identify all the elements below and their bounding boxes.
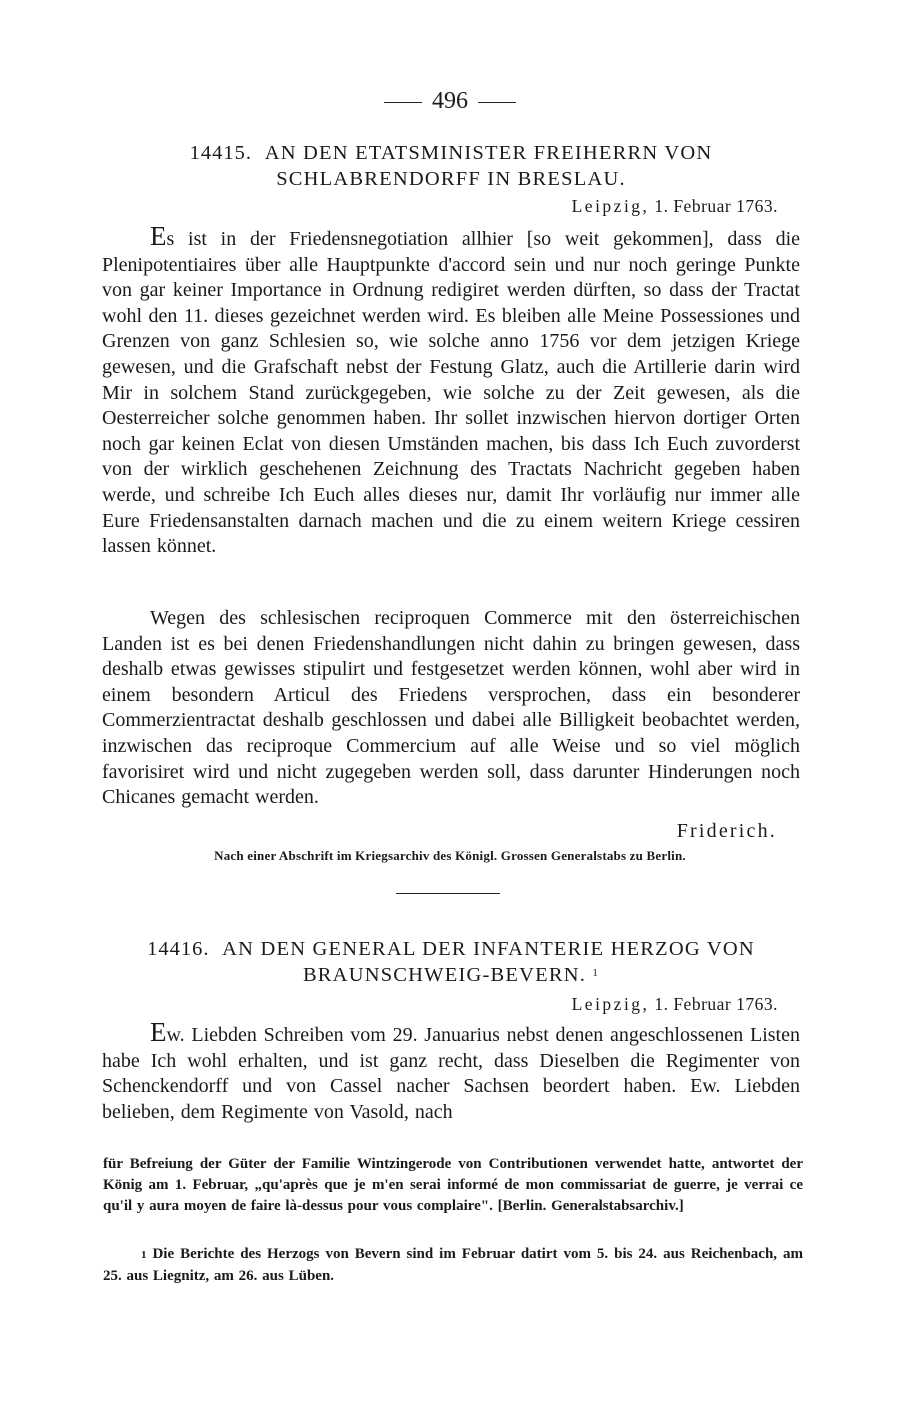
dash-right	[478, 102, 516, 103]
letter-2-dateline	[572, 994, 778, 1015]
letter-2-number: 14416.	[147, 938, 210, 960]
footnote-1-text: Die Berichte des Herzogs von Bevern sind im Februar datirt vom 5. bis 24. aus Reichenbach, am 25. aus Liegnitz, am 26. aus Lüben.	[103, 1246, 803, 1284]
letter-1-paragraph-2-text: Wegen des schlesischen reciproquen Commerce mit den österreichischen Landen ist es bei denen Friedenshandlungen nicht dahin zu bringen gewesen, dass deshalb etwas gewisses stipulirt und festgesetzet werden können, wohl aber wird in einem besondern Articul des Friedens versprochen, dass ein besonderer Commerzientractat deshalb geschlossen und dabei alle Billigkeit beobachtet werden, inzwischen das reciproque Commercium auf alle Weise und so viel möglich favorisiret wird und nicht zugegeben werden soll, dass darunter Hinderungen noch Chicanes gemacht werden.	[102, 607, 800, 809]
letter-1-dateline	[572, 196, 778, 217]
footnote-continued-text: für Befreiung der Güter der Familie Wintzingerode von Contributionen verwendet hatte, antwortet der König am 1. Februar, „qu'après que je m'en serai informé de mon commissariat de guerre, je verrai ce qu'il y aura moyen de faire là-dessus pour vous complaire". [Berlin. Generalstabsarchiv.]	[103, 1156, 803, 1214]
letter-1-paragraph-1	[102, 221, 800, 560]
page-number	[0, 88, 900, 115]
letter-1-initial: E	[150, 221, 167, 251]
letter-1-paragraph-2	[102, 606, 800, 811]
letter-2-title-line-2	[100, 962, 802, 988]
section-separator	[396, 893, 500, 894]
letter-1-source-note: Nach einer Abschrift im Kriegsarchiv des Königl. Grossen Generalstabs zu Berlin.	[214, 848, 686, 863]
dash-left	[384, 102, 422, 103]
letter-2-heading	[100, 936, 802, 988]
letter-1-title-line-1	[100, 140, 802, 166]
footnote-1-mark: 1	[141, 1249, 147, 1261]
letter-1-number: 14415.	[189, 142, 253, 164]
letter-2-title-line-1	[100, 936, 802, 962]
letter-1-signature: Friderich.	[676, 820, 777, 842]
letter-2-title-1: AN DEN GENERAL DER INFANTERIE HERZOG VON	[222, 938, 755, 960]
footnote-reference-1: 1	[592, 967, 600, 979]
letter-1-paragraph-1-text: s ist in der Friedensnegotiation allhier [so weit gekommen], dass die Plenipotentiaires über alle Hauptpunkte d'accord sein und nur noch geringe Punkte von gar keiner Importance in Ordnung redigiret werden dürften, so dass der Tractat wohl den 11. dieses gezeichnet werden wird. Es bleiben alle Meine Possessiones und Grenzen von ganz Schlesien so, wie solche anno 1756 vor dem jetzigen Kriege gewesen, und die Grafschaft nebst der Festung Glatz, auch die Artillerie darin wird Mir in solchem Stand zurückgegeben, wie solche zu der Zeit gewesen, als die Oesterreicher solche genommen haben. Ihr sollet inzwischen hiervon dortiger Orten noch gar keinen Eclat von diesen Umständen machen, bis dass Ich Euch zuvorderst von der wirklich geschehenen Zeichnung des Tractats Nachricht gegeben haben werde, und schreibe Ich Euch alles dieses nur, damit Ihr vorläufig nur immer alle Eure Friedensanstalten darnach machen und die zu einem weitern Kriege cessiren lassen könnet.	[102, 228, 800, 558]
footnote-1	[103, 1244, 803, 1287]
letter-1-date: 1. Februar 1763.	[654, 196, 778, 216]
page-number-text: 496	[432, 88, 468, 114]
letter-2-paragraph-1	[102, 1017, 800, 1125]
letter-1-title-1: AN DEN ETATSMINISTER FREIHERRN VON	[264, 142, 713, 164]
footnote-continued	[103, 1154, 803, 1217]
letter-2-paragraph-1-text: w. Liebden Schreiben vom 29. Januarius nebst denen angeschlossenen Listen habe Ich wohl erhalten, und ist ganz recht, dass Dieselben die Regimenter von Schenckendorff und von Cassel nacher Sachsen beordert haben. Ew. Liebden belieben, dem Regimente von Vasold, nach	[102, 1024, 800, 1123]
letter-2-date: 1. Februar 1763.	[654, 994, 778, 1014]
letter-1-title-line-2: SCHLABRENDORFF IN BRESLAU.	[276, 168, 626, 190]
letter-2-title-2: BRAUNSCHWEIG-BEVERN.	[302, 964, 587, 986]
letter-2-initial: E	[150, 1017, 167, 1047]
letter-1-heading	[100, 140, 802, 192]
letter-1-place: Leipzig,	[571, 196, 650, 216]
letter-2-place: Leipzig,	[571, 994, 650, 1014]
